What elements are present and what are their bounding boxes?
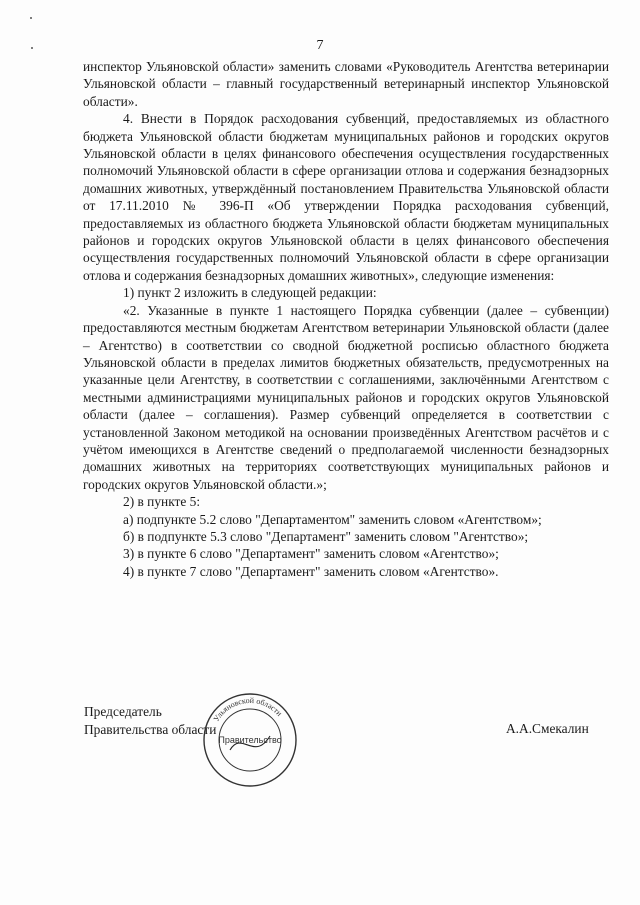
scan-speck xyxy=(30,17,32,19)
page-number: 7 xyxy=(316,38,324,53)
paragraph-item-4: 4. Внести в Порядок расходования субвенций, предоставляемых из областного бюджета Ульяновской области бюджетам муниципальных районов и городских округов Ульяновской области в целях финансового обеспечения осуществления государственных полномочий Ульяновской области в сфере организации отлова и содержания безнадзорных домашних животных, утверждённый постановлением Правительства Ульяновской области от 17.11.2010 № 396-П «Об утверждении Порядка расходования субвенций, предоставляемых из областного бюджета Ульяновской области бюджетам муниципальных районов и городских округов Ульяновской области в целях финансового обеспечения осуществления государственных полномочий Ульяновской области в сфере организации отлова и содержания безнадзорных домашних животных», следующие изменения: xyxy=(83,111,609,283)
seal-ring-text: Ульяновской области xyxy=(211,695,284,724)
seal-center-text: Правительство xyxy=(218,735,282,745)
document-body xyxy=(83,58,609,580)
paragraph-subitem-1: 1) пункт 2 изложить в следующей редакции: xyxy=(123,285,377,301)
paragraph-quoted-point-2: «2. Указанные в пункте 1 настоящего Порядка субвенции (далее – субвенции) предоставляются местным бюджетам Агентством ветеринарии Ульяновской области (далее – Агентство) в соответствии со сводной бюджетной росписью областного бюджета Ульяновской области в пределах лимитов бюджетных обязательств, предусмотренных на указанные цели Агентству, в соответствии с соглашениями, заключёнными Агентством с местными администрациями муниципальных районов и городских округов Ульяновской области (далее – соглашения). Размер субвенций определяется в соответствии с установленной Законом методикой на основании произведённых Агентством расчётов и с учётом имеющихся в Агентстве сведений о предполагаемой численности безнадзорных домашних животных на территориях соответствующих муниципальных районов и городских округов Ульяновской области.»; xyxy=(83,302,609,492)
paragraph-subitem-a: а) подпункте 5.2 слово "Департаментом" заменить словом «Агентством»; xyxy=(123,511,542,527)
official-seal xyxy=(200,690,300,790)
signatory-name: А.А.Смекалин xyxy=(506,721,589,736)
paragraph-subitem-b: б) в подпункте 5.3 слово "Департамент" заменить словом "Агентство»; xyxy=(123,528,529,544)
paragraph-subitem-3: 3) в пункте 6 слово "Департамент" заменить словом «Агентство»; xyxy=(123,546,499,562)
signatory-title xyxy=(84,703,216,738)
signatory-title-line-2: Правительства области xyxy=(84,721,217,737)
signatory-title-line-1: Председатель xyxy=(84,704,162,719)
paragraph-subitem-4: 4) в пункте 7 слово "Департамент" заменить словом «Агентство». xyxy=(123,563,499,579)
paragraph-subitem-2: 2) в пункте 5: xyxy=(123,494,201,510)
paragraph-continuation: инспектор Ульяновской области» заменить словами «Руководитель Агентства ветеринарии Ульяновской области – главный государственный ветеринарный инспектор Ульяновской области». xyxy=(83,59,609,109)
